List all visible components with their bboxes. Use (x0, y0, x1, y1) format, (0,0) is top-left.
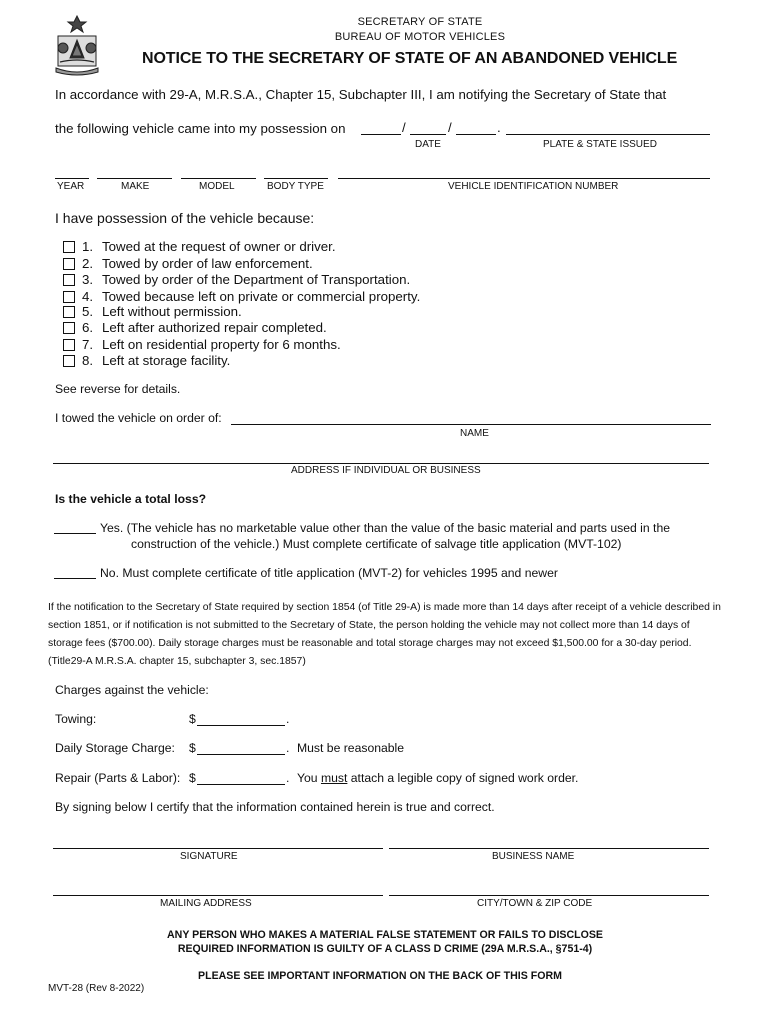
total-loss-no-line: No. Must complete certificate of title application (MVT-2) for vehicles 1995 and newer (100, 566, 558, 580)
reason-7-label: Left on residential property for 6 months. (102, 337, 341, 352)
year-label: YEAR (57, 181, 85, 192)
reason-2-number: 2. (82, 256, 94, 271)
reason-5-number: 5. (82, 304, 94, 319)
city-zip-label: CITY/TOWN & ZIP CODE (477, 898, 593, 909)
reason-4-checkbox[interactable] (63, 291, 75, 303)
model-field[interactable] (181, 178, 256, 179)
repair-note-pre: You (297, 771, 318, 785)
address-label: ADDRESS IF INDIVIDUAL OR BUSINESS (291, 465, 481, 476)
towing-dollar-sign: $ (189, 712, 196, 726)
towing-label: Towing: (55, 712, 97, 726)
reason-6-checkbox[interactable] (63, 322, 75, 334)
repair-amount-field[interactable] (197, 784, 285, 785)
body-type-label: BODY TYPE (267, 181, 324, 192)
towed-by-label: I towed the vehicle on order of: (55, 411, 222, 425)
total-loss-yes-line-2: construction of the vehicle.) Must complete certificate of salvage title application (MVT-102) (131, 537, 622, 551)
reason-2-label: Towed by order of law enforcement. (102, 256, 313, 271)
towed-by-address-field[interactable] (53, 463, 709, 464)
vin-field[interactable] (338, 178, 710, 179)
reason-2-checkbox[interactable] (63, 258, 75, 270)
mailing-address-label: MAILING ADDRESS (160, 898, 252, 909)
mailing-address-field[interactable] (53, 895, 383, 896)
towed-by-name-field[interactable] (231, 424, 711, 425)
city-zip-field[interactable] (389, 895, 709, 896)
make-field[interactable] (97, 178, 172, 179)
charges-heading: Charges against the vehicle: (55, 683, 209, 697)
repair-label: Repair (Parts & Labor): (55, 771, 181, 785)
storage-dollar-sign: $ (189, 741, 196, 755)
name-label: NAME (460, 428, 489, 439)
storage-amount-field[interactable] (197, 754, 285, 755)
body-type-field[interactable] (264, 178, 328, 179)
make-label: MAKE (121, 181, 150, 192)
total-loss-no-field[interactable] (54, 578, 96, 579)
false-statement-warning-line-1: ANY PERSON WHO MAKES A MATERIAL FALSE STATEMENT OR FAILS TO DISCLOSE (167, 929, 603, 941)
reason-5-label: Left without permission. (102, 304, 242, 319)
false-statement-warning-line-2: REQUIRED INFORMATION IS GUILTY OF A CLASS D CRIME (29A M.R.S.A., §751-4) (177, 943, 593, 955)
reason-8-checkbox[interactable] (63, 355, 75, 367)
reason-3-number: 3. (82, 272, 94, 287)
possession-heading: I have possession of the vehicle because: (55, 210, 315, 226)
reason-4-label: Towed because left on private or commercial property. (102, 289, 421, 304)
date-month-field[interactable] (361, 134, 401, 135)
model-label: MODEL (199, 181, 235, 192)
towing-amount-field[interactable] (197, 725, 285, 726)
repair-dollar-sign: $ (189, 771, 196, 785)
agency-line-2: BUREAU OF MOTOR VEHICLES (334, 31, 506, 43)
back-of-form-notice: PLEASE SEE IMPORTANT INFORMATION ON THE BACK OF THIS FORM (198, 970, 562, 982)
total-loss-question: Is the vehicle a total loss? (55, 492, 207, 506)
repair-note-post: attach a legible copy of signed work order. (350, 771, 579, 785)
date-label: DATE (415, 139, 441, 150)
repair-note (297, 771, 578, 785)
reason-1-label: Towed at the request of owner or driver. (102, 239, 336, 254)
storage-fee-notice: If the notification to the Secretary of State required by section 1854 (of Title 29-A) is made more than 14 days after receipt of a vehicle described in section 1851, or if notification is not submitted to the Secretary of State, the person holding the vehicle may not collect more than 14 days of storage fees ($700.00). Daily storage charges must be reasonable and total storage charges may not exceed $1,500.00 for a 30-day period. (Title29-A M.R.S.A. chapter 15, subchapter 3, sec.1857) (48, 602, 721, 667)
total-loss-yes-field[interactable] (54, 533, 96, 534)
reason-1-number: 1. (82, 239, 94, 254)
reason-1-checkbox[interactable] (63, 241, 75, 253)
reason-8-number: 8. (82, 353, 94, 368)
plate-state-field[interactable] (506, 134, 710, 135)
reason-5-checkbox[interactable] (63, 306, 75, 318)
form-number: MVT-28 (Rev 8-2022) (48, 983, 145, 994)
agency-line-1: SECRETARY OF STATE (357, 16, 483, 28)
business-name-field[interactable] (389, 848, 709, 849)
business-name-label: BUSINESS NAME (492, 851, 575, 862)
date-year-field[interactable] (456, 134, 496, 135)
certification-statement: By signing below I certify that the information contained herein is true and correct. (55, 800, 495, 814)
repair-note-emphasis: must (320, 771, 348, 785)
signature-field[interactable] (53, 848, 383, 849)
year-field[interactable] (55, 178, 89, 179)
form-title: NOTICE TO THE SECRETARY OF STATE OF AN ABANDONED VEHICLE (142, 50, 678, 67)
intro-line-1: In accordance with 29-A, M.R.S.A., Chapter 15, Subchapter III, I am notifying the Secretary of State that (55, 87, 667, 102)
intro-line-2: the following vehicle came into my possession on (55, 121, 346, 136)
reason-6-label: Left after authorized repair completed. (102, 320, 327, 335)
reason-7-checkbox[interactable] (63, 339, 75, 351)
see-reverse-note: See reverse for details. (55, 382, 181, 396)
reason-7-number: 7. (82, 337, 94, 352)
storage-note: Must be reasonable (297, 741, 405, 755)
plate-label: PLATE & STATE ISSUED (543, 139, 657, 150)
signature-label: SIGNATURE (180, 851, 238, 862)
storage-label: Daily Storage Charge: (55, 741, 175, 755)
reason-3-checkbox[interactable] (63, 274, 75, 286)
total-loss-yes-line-1: Yes. (The vehicle has no marketable value other than the value of the basic material and parts used in the (100, 521, 670, 535)
reason-8-label: Left at storage facility. (102, 353, 231, 368)
reason-3-label: Towed by order of the Department of Transportation. (102, 272, 411, 287)
reason-6-number: 6. (82, 320, 94, 335)
date-day-field[interactable] (410, 134, 446, 135)
reason-4-number: 4. (82, 289, 94, 304)
vin-label: VEHICLE IDENTIFICATION NUMBER (448, 181, 619, 192)
